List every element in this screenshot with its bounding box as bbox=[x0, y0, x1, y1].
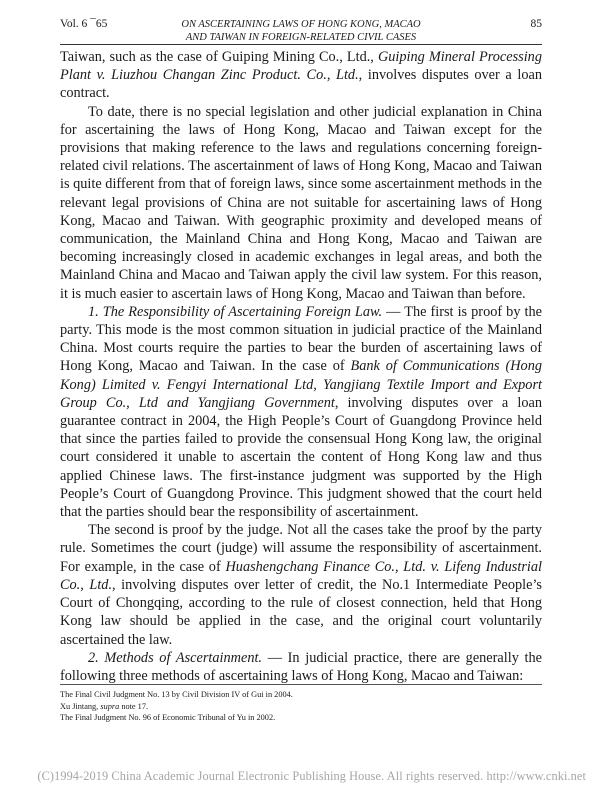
page-number: 85 bbox=[530, 18, 542, 30]
paragraph-3-text-a: — The first is proof by the party. This mode is the most common situation in judicial practice of the Mainland China. Most courts require the parties to bear the burden of ascertaining laws of Hong Kong, Macao and Taiwan. In the case of bbox=[60, 303, 542, 375]
footnote-rule bbox=[60, 684, 542, 685]
footnote-2-italic: supra bbox=[100, 701, 120, 711]
header-rule bbox=[60, 44, 542, 45]
footnote-2-text-a: Xu Jintang, bbox=[60, 701, 101, 711]
case-name-huashengchang: Huashengchang Finance Co., Ltd. v. Lifeng Industrial Co., Ltd. bbox=[60, 558, 543, 593]
case-name-bank-of-communications: Bank of Communications (Hong Kong) Limited v. Fengyi International Ltd, Yangjiang Textile Import and Export Group Co., Ltd and Yangjiang Government bbox=[60, 358, 542, 411]
volume-label: Vol. 6 ¯65 bbox=[60, 18, 108, 30]
footnote-1: The Final Civil Judgment No. 13 by Civil Division IV of Gui in 2004. bbox=[60, 690, 293, 699]
section-heading-responsibility: 1. The Responsibility of Ascertaining Foreign Law. bbox=[88, 303, 383, 320]
paragraph-1 bbox=[60, 48, 542, 103]
paragraph-1-text-b: , involves disputes over a loan contract. bbox=[60, 67, 542, 102]
paragraph-3 bbox=[60, 303, 542, 521]
copyright-watermark: (C)1994-2019 China Academic Journal Electronic Publishing House. All rights reserved. http://www.cnki.net bbox=[37, 769, 586, 783]
case-name-guiping: Guiping Mineral Processing Plant v. Liuzhou Changan Zinc Product. Co., Ltd. bbox=[60, 49, 542, 84]
paragraph-5 bbox=[60, 649, 542, 685]
article-body bbox=[60, 48, 542, 685]
paragraph-2: To date, there is no special legislation and other judicial explanation in China for ascertaining the laws of Hong Kong, Macao and Taiwan except for the provisions that making reference to the laws and regulations concerning foreign-related civil relations. The ascertainment of laws of Hong Kong, Macao and Taiwan is quite different from that of foreign laws, since some ascertainment methods in the relevant legal provisions of China are not suitable for ascertaining laws of Hong Kong, Macao and Taiwan. With geographic proximity and developed means of communication, the Mainland China and Hong Kong, Macao and Taiwan are becoming increasingly closed in academic exchanges in legal areas, and both the Mainland China and Macao and Taiwan apply the civil law system. For this reason, it is much easier to ascertain laws of Hong Kong, Macao and Taiwan than before. bbox=[60, 103, 542, 302]
paragraph-1-text-a: Taiwan, such as the case of Guiping Mining Co., Ltd., bbox=[60, 49, 378, 65]
paragraph-5-text: — In judicial practice, there are generally the following three methods of ascertaining laws of Hong Kong, Macao and Taiwan: bbox=[60, 649, 542, 684]
footnote-2-text-b: note 17. bbox=[119, 701, 149, 711]
running-title bbox=[60, 18, 542, 44]
footnotes bbox=[60, 689, 542, 724]
footnote-3: The Final Judgment No. 96 of Economic Tribunal of Yu in 2002. bbox=[60, 713, 276, 722]
section-heading-methods: 2. Methods of Ascertainment. bbox=[88, 649, 263, 666]
running-title-line1: ON ASCERTAINING LAWS OF HONG KONG, MACAO bbox=[181, 19, 421, 30]
running-title-line2: AND TAIWAN IN FOREIGN-RELATED CIVIL CASES bbox=[185, 32, 417, 43]
paragraph-4 bbox=[60, 521, 542, 648]
paragraph-4-text-a: The second is proof by the judge. Not all the cases take the proof by the party rule. Sometimes the court (judge) will assume the responsibility of ascertainment. For example, in the case of bbox=[60, 522, 542, 575]
paragraph-4-text-b: , involving disputes over letter of credit, the No.1 Intermediate People’s Court of Chongqing, according to the rule of closest connection, held that Hong Kong law should be applied in the case, and the original court voluntarily ascertained the law. bbox=[60, 576, 542, 648]
paragraph-3-text-b: , involving disputes over a loan guarantee contract in 2004, the High People’s Court of Guangdong Province held that since the parties failed to provide the consensual Hong Kong law, the original court considered it unable to ascertain the content of Hong Kong law and thus applied Chinese laws. The first-instance judgment was supported by the High People’s Court of Guangdong Province. This judgment showed that the court held that the parties should bear the responsibility of ascertainment. bbox=[60, 394, 542, 521]
footnote-2 bbox=[60, 701, 542, 713]
